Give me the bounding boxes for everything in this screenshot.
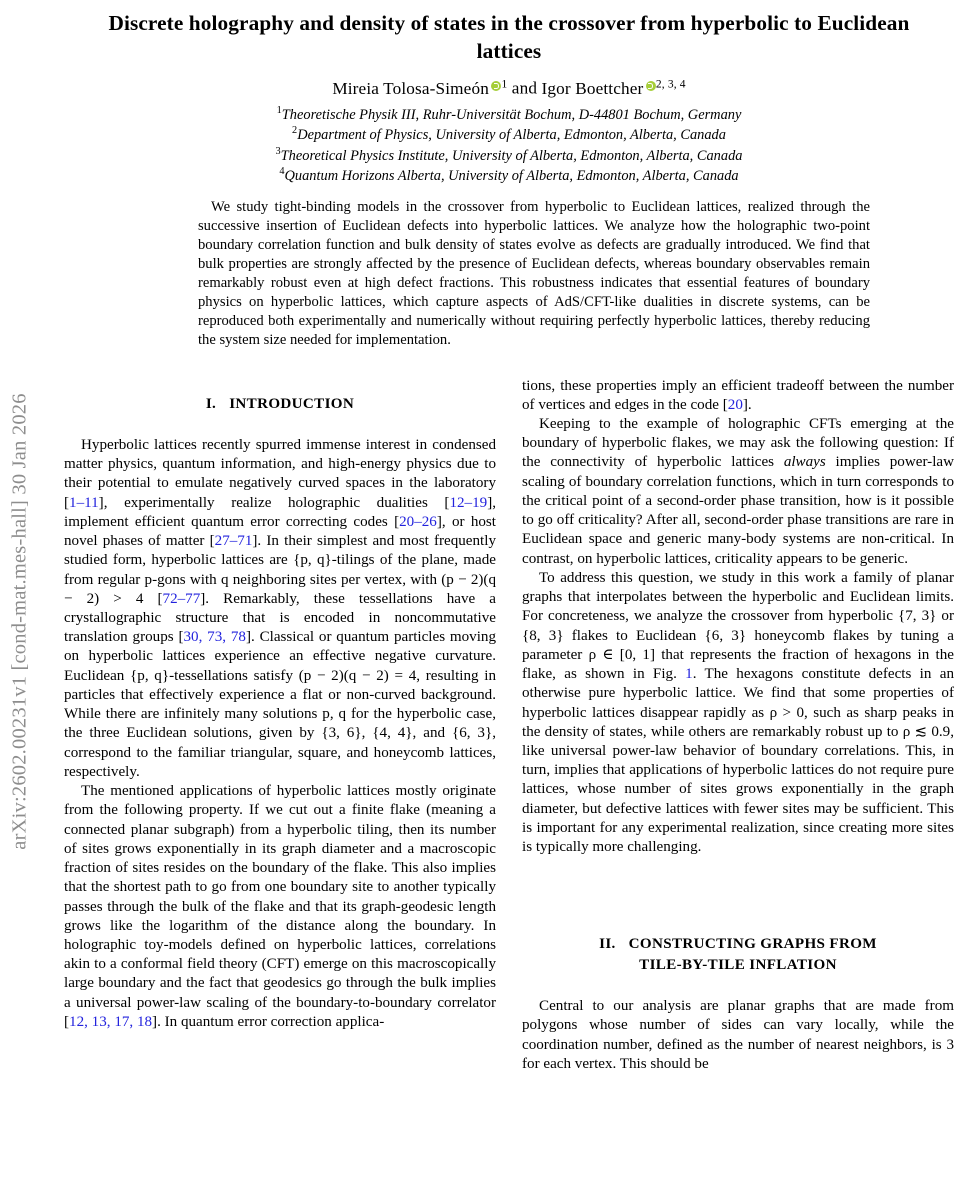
body-columns (64, 377, 954, 1075)
paragraph (522, 415, 954, 569)
section-number: I. (205, 395, 217, 412)
citation-link[interactable]: 30, 73, 78 (183, 629, 246, 646)
text-run: ], experimentally realize holographic dualities [ (98, 494, 450, 511)
figure-reference-link[interactable]: 1 (685, 666, 693, 683)
emphasis-always: always (783, 454, 826, 471)
orcid-icon[interactable] (646, 81, 656, 91)
author-first-affiliation-sup: 1 (501, 78, 508, 91)
arxiv-stamp-text: arXiv:2602.00231v1 [cond-mat.mes-hall] 30 Jan 2026 (8, 393, 31, 850)
section-heading-constructing-graphs (522, 934, 954, 975)
author-first (332, 79, 507, 98)
affiliation-number: 2 (292, 125, 298, 137)
text-run: ]. In quantum error correction applica- (152, 1013, 385, 1030)
front-matter (46, 0, 972, 351)
paper-page (46, 0, 972, 1200)
affiliation-list (76, 104, 942, 185)
affiliation-item (76, 165, 942, 185)
author-first-name: Mireia Tolosa-Simeón (332, 79, 489, 99)
text-run: Keeping to the example of holographic CFTs emerging at the boundary of hyperbolic flakes, we may ask the following question: If the connectivity of hyperbolic lattices (522, 415, 954, 471)
section-heading-introduction (64, 394, 496, 414)
citation-link[interactable]: 72–77 (162, 590, 201, 607)
affiliation-text: Quantum Horizons Alberta, University of Alberta, Edmonton, Alberta, Canada (284, 167, 739, 184)
affiliation-text: Department of Physics, University of Alberta, Edmonton, Alberta, Canada (297, 127, 726, 144)
right-column (522, 377, 954, 1075)
paragraph (64, 782, 496, 1032)
paragraph (522, 377, 954, 415)
page-title: Discrete holography and density of states in the crossover from hyperbolic to Euclidean lattices (108, 11, 910, 63)
arxiv-stamp (0, 0, 46, 1200)
text-run: Hyperbolic lattices recently spurred immense interest in condensed matter physics, quantum information, and high-energy physics due to their potential to emulate negatively curved spaces in the laboratory [ (64, 436, 496, 511)
affiliation-item (76, 104, 942, 124)
citation-link[interactable]: 20–26 (399, 513, 437, 530)
text-run: implies power-law scaling of boundary correlation functions, which in turn corresponds to the critical point of a second-order phase transition, how is it possible to go off criticality? After all, second-order phase transitions are rare in Euclidean space and generic many-body systems are non-critical. In contrast, on hyperbolic lattices, criticality appears to be generic. (522, 454, 954, 567)
author-conjunction: and (511, 79, 538, 99)
text-run: To address this question, we study in this work a family of planar graphs that interpolates between the hyperbolic and Euclidean limits. For concreteness, we analyze the crossover from hyperbolic {7, 3} or {8, 3} flakes to Euclidean {6, 3} honeycomb flakes by tuning a parameter ρ ∈ [0, 1] that represents the fraction of hexagons in the flake, as shown in Fig. (522, 569, 954, 683)
affiliation-text: Theoretische Physik III, Ruhr-Universität Bochum, D-44801 Bochum, Germany (281, 106, 742, 123)
affiliation-number: 3 (275, 145, 281, 157)
paragraph (522, 569, 954, 858)
citation-link[interactable]: 12–19 (449, 494, 488, 511)
affiliation-text: Theoretical Physics Institute, University of Alberta, Edmonton, Alberta, Canada (280, 147, 743, 164)
abstract-text: We study tight-binding models in the crossover from hyperbolic to Euclidean lattices, realized through the successive insertion of Euclidean defects into hyperbolic lattices. We analyze how the holographic two-point boundary correlation function and bulk density of states evolve as defects are gradually introduced. We find that bulk properties are strongly affected by the presence of Euclidean defects, whereas boundary observables remain remarkably robust even at high defect fractions. This robustness indicates that essential features of boundary physics on hyperbolic lattices, which capture aspects of AdS/CFT-like dualities in discrete systems, can be reproduced both experimentally and numerically without requiring perfectly hyperbolic lattices, thereby reducing the system size needed for implementation. (198, 199, 870, 349)
text-run: ], or host novel phases of matter [ (64, 513, 496, 550)
affiliation-number: 1 (276, 105, 282, 117)
section-spacer (522, 857, 954, 917)
affiliation-item (76, 145, 942, 165)
text-run: The mentioned applications of hyperbolic lattices mostly originate from the following property. If we cut out a finite flake (meaning a connected planar subgraph) from a hyperbolic tiling, then its number of sites grows exponentially in its graph diameter and a macroscopic fraction of sites resides on the boundary of the flake. This also implies that the shortest path to go from one boundary site to another typically passes through the bulk of the flake and that its graph-geodesic length grows like the logarithm of the distance along the boundary. In holographic toy-models defined on hyperbolic lattices, correlations akin to a conformal field theory (CFT) emerge on this macroscopically large boundary and the fact that geodesics go through the bulk implies a universal power-law scaling of the boundary-to-boundary correlator [ (64, 783, 496, 1030)
citation-link[interactable]: 12, 13, 17, 18 (69, 1013, 153, 1030)
abstract (198, 198, 870, 350)
citation-link[interactable]: 20 (727, 396, 743, 413)
author-list (76, 78, 942, 99)
section-number: II. (599, 936, 616, 953)
left-column (64, 377, 496, 1075)
text-run: ], implement efficient quantum error correcting codes [ (64, 494, 496, 530)
text-run: ]. In their simplest and most frequently studied form, hyperbolic lattices are {p, q}-tilings of the plane, made from regular p-gons with q neighboring sites per vertex, with (p − 2)(q − 2) > 4 [ (64, 533, 496, 607)
author-second-affiliation-sup: 2, 3, 4 (655, 78, 686, 91)
author-second (542, 79, 686, 98)
citation-link[interactable]: 27–71 (214, 533, 253, 550)
text-run: . The hexagons constitute defects in an otherwise pure hyperbolic lattice. We find that some properties of hyperbolic lattices disappear rapidly as ρ > 0, such as sharp peaks in the density of states, while others are remarkably robust up to ρ ≲ 0.9, like universal power-law behavior of boundary correlations. This, in turn, implies that applications of hyperbolic lattices do not require pure lattices, whose number of sites grows exponentially in the graph diameter, but defective lattices with fewer sites may be sufficient. This is important for any experimental realization, since creating more sites is typically more challenging. (522, 666, 954, 856)
text-run: ]. (742, 396, 752, 413)
affiliation-item (76, 124, 942, 144)
paragraph (522, 997, 954, 1074)
section-title-line1: CONSTRUCTING GRAPHS FROM (628, 936, 877, 953)
paragraph (64, 436, 496, 782)
text-run: ]. Classical or quantum particles moving on hyperbolic lattices experience an effective negative curvature. Euclidean {p, q}-tessellations satisfy (p − 2)(q − 2) = 4, resulting in particles that effectively experience a flat or non-curved background. While there are infinitely many solutions p, q for the hyperbolic case, the three Euclidean solutions, given by {3, 6}, {4, 4}, and {6, 3}, correspond to the familiar triangular, square, and honeycomb lattices, respectively. (64, 629, 497, 780)
orcid-icon[interactable] (491, 81, 501, 91)
author-second-name: Igor Boettcher (541, 79, 644, 99)
text-run: Central to our analysis are planar graphs that are made from polygons whose number of sides can vary locally, while the coordination number, defined as the number of nearest neighbors, is 3 for each vertex. This should be (522, 998, 954, 1072)
text-run: ]. Remarkably, these tessellations have a crystallographic structure that is encoded in noncommutative translation groups [ (64, 590, 497, 646)
affiliation-number: 4 (279, 165, 285, 177)
text-run: tions, these properties imply an efficient tradeoff between the number of vertices and edges in the code [ (522, 377, 954, 413)
citation-link[interactable]: 1–11 (69, 494, 99, 511)
section-title-line2: TILE-BY-TILE INFLATION (639, 956, 837, 973)
section-title: INTRODUCTION (229, 395, 355, 412)
